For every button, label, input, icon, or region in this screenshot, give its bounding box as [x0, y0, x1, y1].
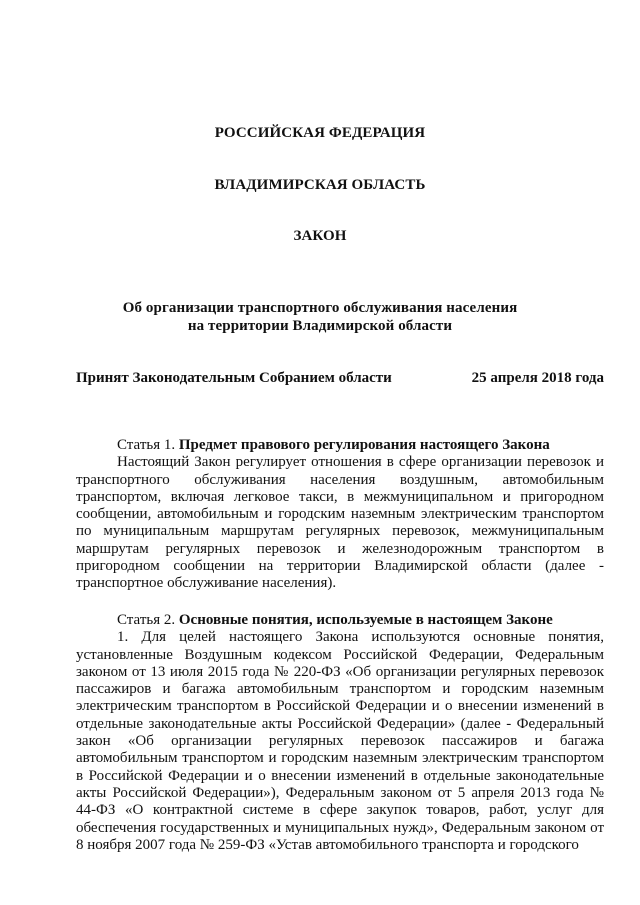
- country-heading: РОССИЙСКАЯ ФЕДЕРАЦИЯ: [214, 125, 426, 141]
- region-heading: ВЛАДИМИРСКАЯ ОБЛАСТЬ: [214, 177, 426, 193]
- article-2-title: [76, 612, 604, 629]
- doc-type-heading: ЗАКОН: [293, 228, 347, 244]
- article-1-body: Настоящий Закон регулирует отношения в сфере организации перевозок и транспортного обслуживания населения воздушным, автомобильным транспортом, включая легковое такси, в межмуниципальном и пригородном сообщении, автомобильным и городским наземным электрическим транспортом по муниципальным маршрутам регулярных перевозок, межмуниципальным маршрутам регулярных перевозок и железнодорожным транспортом в пригородном сообщении на территории Владимирской области (далее - транспортное обслуживание населения).: [76, 454, 604, 592]
- article-2: [76, 612, 604, 854]
- article-1-prefix: Статья 1.: [117, 437, 176, 453]
- law-title-line-1: Об организации транспортного обслуживания населения: [122, 300, 518, 316]
- law-title-line-2: на территории Владимирской области: [187, 318, 453, 334]
- article-2-body: 1. Для целей настоящего Закона используются основные понятия, установленные Воздушным кодексом Российской Федерации, Федеральным законом от 13 июля 2015 года № 220-ФЗ «Об организации регулярных перевозок пассажиров и багажа автомобильным транспортом и городским наземным электрическим транспортом в Российской Федерации и о внесении изменений в отдельные законодательные акты Российской Федерации» (далее - Федеральный закон «Об организации регулярных перевозок пассажиров и багажа автомобильным транспортом и городским наземным электрическим транспортом в Российской Федерации и о внесении изменений в отдельные законодательные акты Российской Федерации»), Федеральным законом от 5 апреля 2013 года № 44-ФЗ «О контрактной системе в сфере закупок товаров, работ, услуг для обеспечения государственных и муниципальных нужд», Федеральным законом от 8 ноября 2007 года № 259-ФЗ «Устав автомобильного транспорта и городского: [76, 629, 604, 853]
- article-1-name: Предмет правового регулирования настоящего Закона: [178, 437, 550, 453]
- article-1: [76, 437, 604, 593]
- article-2-name: Основные понятия, используемые в настоящем Законе: [178, 612, 553, 628]
- article-1-title: [76, 437, 604, 454]
- adoption-line: [76, 370, 604, 387]
- adoption-date: 25 апреля 2018 года: [471, 370, 604, 386]
- adopted-by: Принят Законодательным Собранием области: [76, 370, 392, 386]
- article-2-prefix: Статья 2.: [117, 612, 176, 628]
